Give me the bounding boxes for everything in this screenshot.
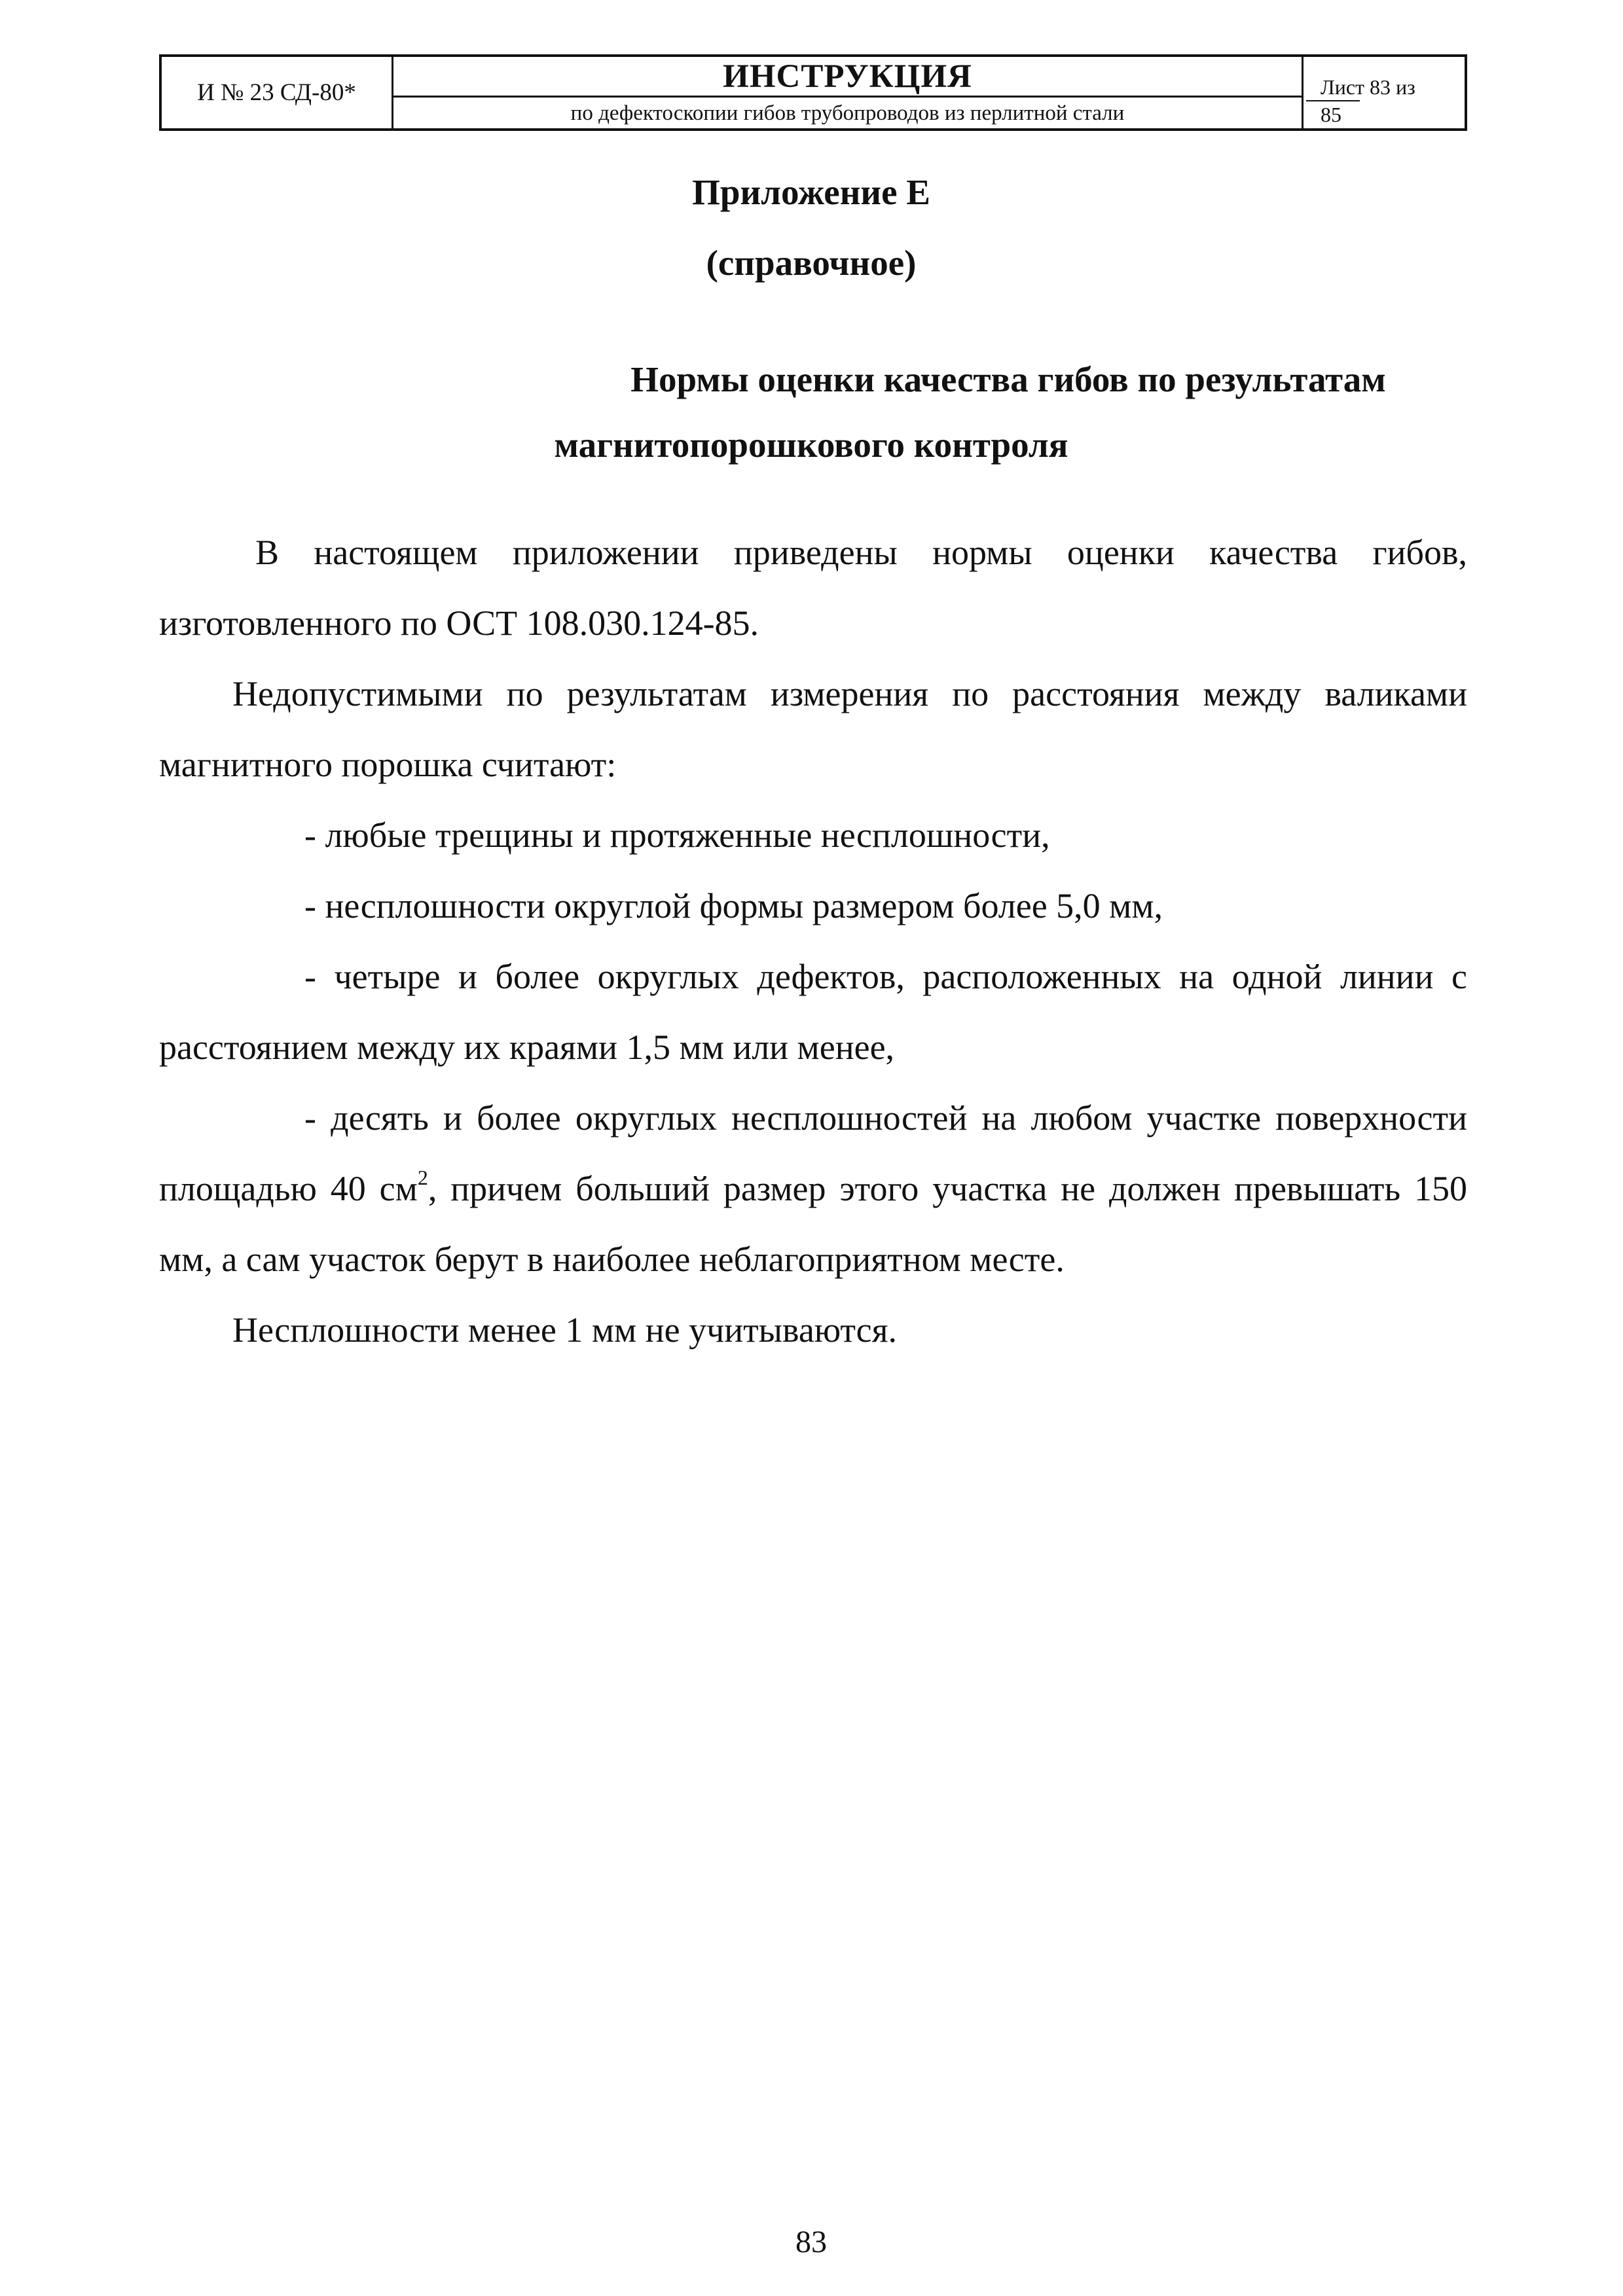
- appendix-title-line-1: Нормы оценки качества гибов по результатам: [630, 359, 1386, 399]
- list-item-area: [159, 1083, 1467, 1295]
- page-number: 83: [795, 2225, 827, 2259]
- list-item: - четыре и более округлых дефектов, расположенных на одной линии с расстоянием между их краями 1,5 мм или менее,: [159, 957, 1467, 1067]
- doc-title: ИНСТРУКЦИЯ: [393, 57, 1302, 98]
- paragraph-note: Несплошности менее 1 мм не учитываются.: [232, 1310, 897, 1350]
- sheet-line-1: Лист 83 из: [1321, 75, 1415, 99]
- doc-code: И № 23 СД-80*: [162, 57, 393, 128]
- sheet-line-2: 85: [1306, 100, 1360, 128]
- body-text: [159, 517, 1467, 1365]
- appendix-label: Приложение Е: [692, 172, 930, 212]
- list-item-area-text-end: , причем больший размер этого участка не должен превышать 150 мм, а сам участок берут в наиболее неблагоприятном месте.: [159, 1169, 1467, 1279]
- appendix-title-line-2: магнитопорошкового контроля: [554, 425, 1068, 465]
- doc-subtitle: по дефектоскопии гибов трубопроводов из перлитной стали: [570, 101, 1125, 125]
- paragraph-intro: В настоящем приложении приведены нормы оценки качества гибов, изготовленного по ОСТ 108.030.124-85.: [159, 533, 1467, 643]
- list-item: - несплошности округлой формы размером более 5,0 мм,: [304, 886, 1163, 925]
- list-item-area-text: - десять и более округлых несплошностей на любом участке поверхности площадью 40 см: [159, 1098, 1467, 1208]
- superscript: 2: [417, 1166, 428, 1189]
- list-item: - любые трещины и протяженные несплошности,: [304, 816, 1050, 855]
- paragraph-criteria: Недопустимыми по результатам измерения по расстояния между валиками магнитного порошка считают:: [159, 674, 1467, 784]
- header-title-block: [393, 57, 1304, 128]
- appendix-kind: (справочное): [706, 243, 917, 283]
- header-stamp: [159, 54, 1467, 131]
- sheet-info: [1304, 57, 1465, 128]
